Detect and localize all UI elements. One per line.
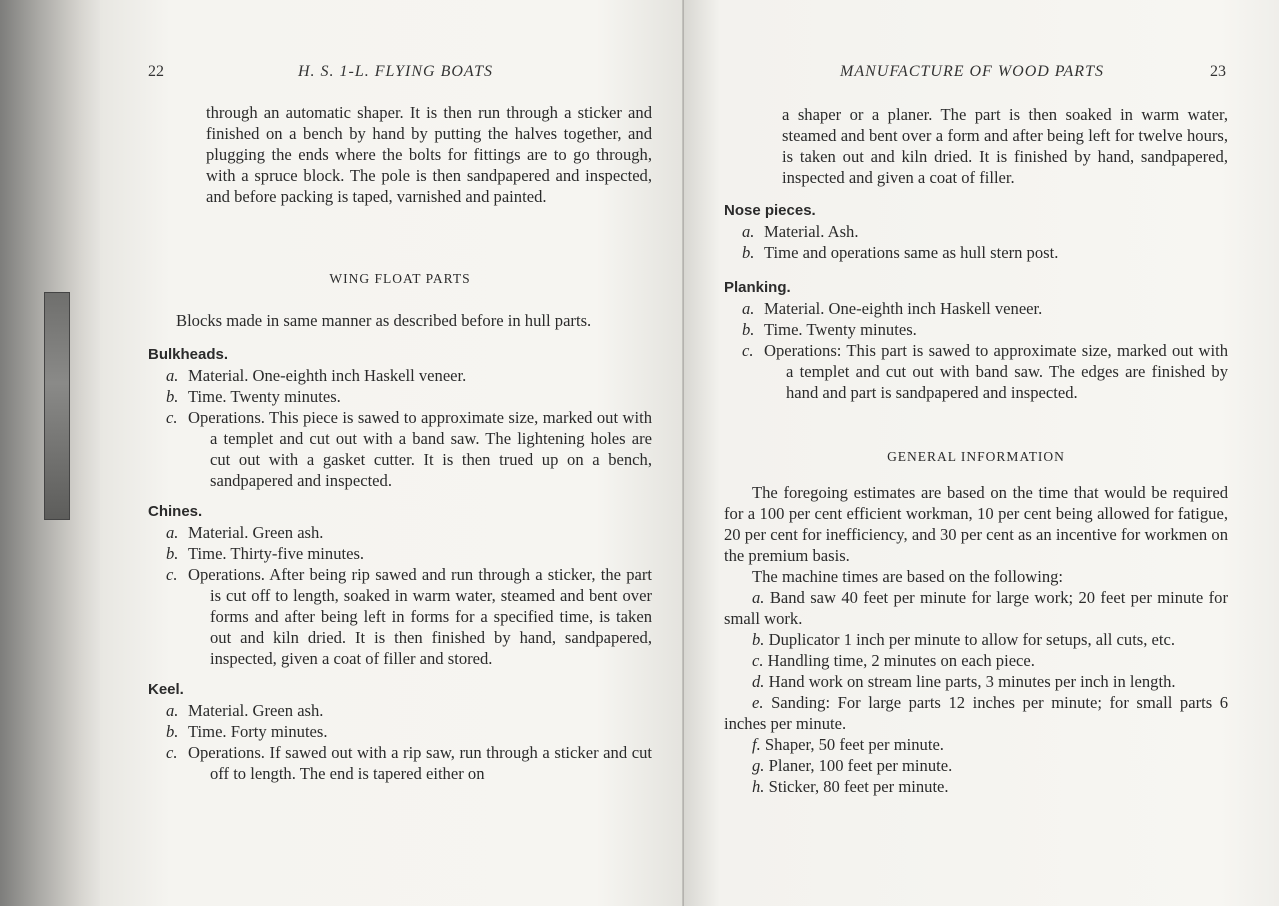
planking-item-c <box>724 340 1228 403</box>
running-head: H. S. 1-L. FLYING BOATS <box>298 63 493 80</box>
left-page <box>100 0 684 906</box>
general-title: GENERAL INFORMATION <box>887 449 1065 464</box>
chines-item-c <box>148 564 652 669</box>
planking-heading: Planking. <box>724 279 791 296</box>
bulkheads-heading: Bulkheads. <box>148 346 229 363</box>
bulkheads-item-b <box>148 386 652 407</box>
item-letter: b. <box>742 243 755 262</box>
item-text: Material. One-eighth inch Haskell veneer. <box>188 366 467 385</box>
general-info-section <box>724 446 1228 467</box>
item-letter: h. <box>752 777 765 796</box>
item-letter: a. <box>166 366 179 385</box>
item-text: Shaper, 50 feet per minute. <box>764 735 944 754</box>
item-letter: c. <box>166 565 178 584</box>
book-cover-strip <box>44 292 70 520</box>
item-text: Material. Green ash. <box>188 523 324 542</box>
wing-float-body <box>148 310 652 784</box>
machine-time-f <box>724 734 1228 755</box>
running-head: MANUFACTURE OF WOOD PARTS <box>840 63 1104 80</box>
item-letter: e. <box>752 693 764 712</box>
machine-time-d <box>724 671 1228 692</box>
item-letter: b. <box>166 722 179 741</box>
item-letter: g. <box>752 756 765 775</box>
planking-item-b <box>724 319 1228 340</box>
machine-time-h <box>724 776 1228 797</box>
item-text: Time. Twenty minutes. <box>764 320 917 339</box>
section-title: WING FLOAT PARTS <box>329 271 471 286</box>
item-text: Material. Green ash. <box>188 701 324 720</box>
machine-time-e <box>724 692 1228 734</box>
machine-time-g <box>724 755 1228 776</box>
general-paragraph: The foregoing estimates are based on the time that would be required for a 100 per cent efficient workman, 10 per cent being allowed for fatigue, 20 per cent for inefficiency, and 30 per cent as an incentive for workmen on the premium basis. <box>724 483 1228 565</box>
item-letter: c. <box>166 743 178 762</box>
keel-item-c <box>148 742 652 784</box>
wing-float-section <box>148 268 652 289</box>
item-letter: c. <box>752 651 764 670</box>
item-letter: b. <box>742 320 755 339</box>
item-letter: f. <box>752 735 761 754</box>
bulkheads-item-a <box>148 365 652 386</box>
item-text: Operations. After being rip sawed and run through a sticker, the part is cut off to length, soaked in warm water, steamed and bent over forms and after being left in forms for a specified time, is taken out and kiln dried. It is then finished by hand, sandpapered, inspected, given a coat of filler and stored. <box>188 565 652 668</box>
item-text: Duplicator 1 inch per minute to allow for setups, all cuts, etc. <box>768 630 1176 649</box>
item-text: Hand work on stream line parts, 3 minutes per inch in length. <box>768 672 1176 691</box>
general-info-body <box>724 482 1228 797</box>
nose-pieces-item-a <box>724 221 1228 242</box>
item-letter: b. <box>166 544 179 563</box>
item-text: Band saw 40 feet per minute for large work; 20 feet per minute for small work. <box>724 588 1228 628</box>
keel-item-b <box>148 721 652 742</box>
item-letter: c. <box>742 341 754 360</box>
machine-intro: The machine times are based on the following: <box>752 567 1064 586</box>
item-text: Operations. This piece is sawed to approximate size, marked out with a templet and cut out with a band saw. The lightening holes are cut out with a gasket cutter. It is then trued up on a bench, sandpapered and inspected. <box>188 408 652 490</box>
item-text: Time. Forty minutes. <box>188 722 328 741</box>
item-letter: d. <box>752 672 765 691</box>
item-letter: c. <box>166 408 178 427</box>
page-number: 22 <box>148 63 164 80</box>
page-number: 23 <box>1210 63 1226 80</box>
machine-time-b <box>724 629 1228 650</box>
item-text: Handling time, 2 minutes on each piece. <box>767 651 1035 670</box>
item-letter: a. <box>752 588 765 607</box>
intro-paragraph: through an automatic shaper. It is then run through a sticker and finished on a bench by hand by putting the halves together, and plugging the ends where the bolts for fittings are to go through, with a spruce block. The pole is then sandpapered and inspected, and before packing is taped, varnished and painted. <box>206 103 652 206</box>
item-text: Time. Twenty minutes. <box>188 387 341 406</box>
keel-item-a <box>148 700 652 721</box>
item-letter: a. <box>166 523 179 542</box>
keel-heading: Keel. <box>148 681 184 698</box>
right-page <box>684 0 1279 906</box>
chines-item-a <box>148 522 652 543</box>
item-letter: a. <box>742 299 755 318</box>
bulkheads-item-c <box>148 407 652 491</box>
chines-item-b <box>148 543 652 564</box>
chines-heading: Chines. <box>148 503 203 520</box>
item-text: Time and operations same as hull stern post. <box>764 243 1059 262</box>
item-text: Planer, 100 feet per minute. <box>768 756 953 775</box>
intro-block <box>206 102 652 207</box>
continuation-paragraph: a shaper or a planer. The part is then soaked in warm water, steamed and bent over a form and after being left for twelve hours, is taken out and kiln dried. It is finished by hand, sandpapered, inspected and given a coat of filler. <box>782 105 1228 187</box>
nose-pieces-heading: Nose pieces. <box>724 202 816 219</box>
item-letter: a. <box>166 701 179 720</box>
item-text: Operations. If sawed out with a rip saw, run through a sticker and cut off to length. The end is tapered either on <box>188 743 652 783</box>
nose-pieces-item-b <box>724 242 1228 263</box>
item-letter: a. <box>742 222 755 241</box>
right-parts-body <box>724 200 1228 403</box>
item-text: Sticker, 80 feet per minute. <box>768 777 949 796</box>
item-text: Sanding: For large parts 12 inches per minute; for small parts 6 inches per minute. <box>724 693 1229 733</box>
machine-time-c <box>724 650 1228 671</box>
machine-time-a <box>724 587 1228 629</box>
item-text: Material. One-eighth inch Haskell veneer. <box>764 299 1043 318</box>
item-text: Operations: This part is sawed to approximate size, marked out with a templet and cut out with band saw. The edges are finished by hand and part is sandpapered and inspected. <box>764 341 1228 402</box>
continuation-block <box>782 104 1228 188</box>
planking-item-a <box>724 298 1228 319</box>
item-text: Material. Ash. <box>764 222 859 241</box>
item-letter: b. <box>166 387 179 406</box>
item-letter: b. <box>752 630 765 649</box>
item-text: Time. Thirty-five minutes. <box>188 544 365 563</box>
section-intro: Blocks made in same manner as described before in hull parts. <box>176 311 592 330</box>
